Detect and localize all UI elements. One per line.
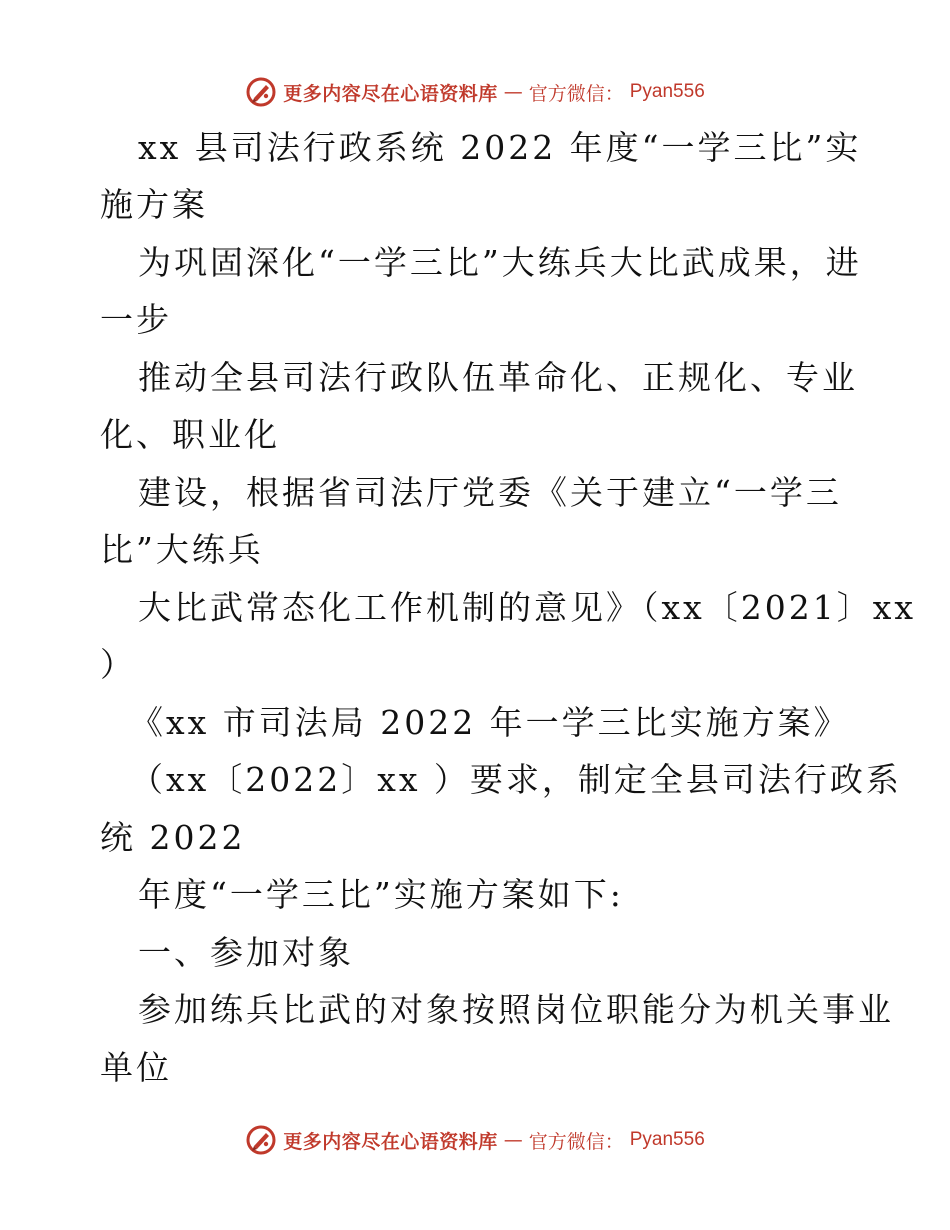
title-line-1: xx 县司法行政系统 2022 年度“一学三比”实 (138, 128, 862, 167)
paragraph-line: 推动全县司法行政队伍革命化、正规化、专业 (138, 358, 858, 397)
paragraph-line: 参加练兵比武的对象按照岗位职能分为机关事业 (138, 990, 894, 1029)
watermark-dash: — (503, 1129, 523, 1151)
section-heading: 一、参加对象 (138, 933, 354, 972)
watermark-wechat-id: Pyan556 (629, 1129, 705, 1150)
paragraph-line: 化、职业化 (100, 415, 280, 454)
paragraph-line: 统 2022 (100, 818, 246, 857)
watermark-wechat-label: 官方微信： (528, 82, 624, 105)
paragraph-line: 年度“一学三比”实施方案如下: (138, 875, 624, 914)
watermark-wechat-label: 官方微信： (528, 1130, 624, 1153)
watermark-dash: — (503, 81, 523, 103)
paragraph-line: 建设，根据省司法厅党委《关于建立“一学三 (138, 473, 842, 512)
paragraph-line: 比”大练兵 (100, 530, 264, 569)
pen-nib-logo-icon (245, 1124, 277, 1156)
paragraph-line: ） (100, 645, 136, 684)
paragraph-line: 一步 (100, 300, 172, 339)
paragraph-line: （xx〔2022〕xx ）要求，制定全县司法行政系 (130, 760, 902, 799)
watermark-site-text: 更多内容尽在心语资料库 (283, 82, 498, 105)
paragraph-line: 单位 (100, 1048, 172, 1087)
footer-watermark (0, 1120, 950, 1160)
paragraph-line: 为巩固深化“一学三比”大练兵大比武成果，进 (138, 243, 862, 282)
title-line-2: 施方案 (100, 185, 208, 224)
header-watermark (0, 72, 950, 112)
watermark-wechat-id: Pyan556 (629, 81, 705, 102)
watermark-site-text: 更多内容尽在心语资料库 (283, 1130, 498, 1153)
pen-nib-logo-icon (245, 76, 277, 108)
paragraph-line: 《xx 市司法局 2022 年一学三比实施方案》 (130, 703, 850, 742)
paragraph-line: 大比武常态化工作机制的意见》（xx〔2021〕xx (138, 588, 916, 627)
